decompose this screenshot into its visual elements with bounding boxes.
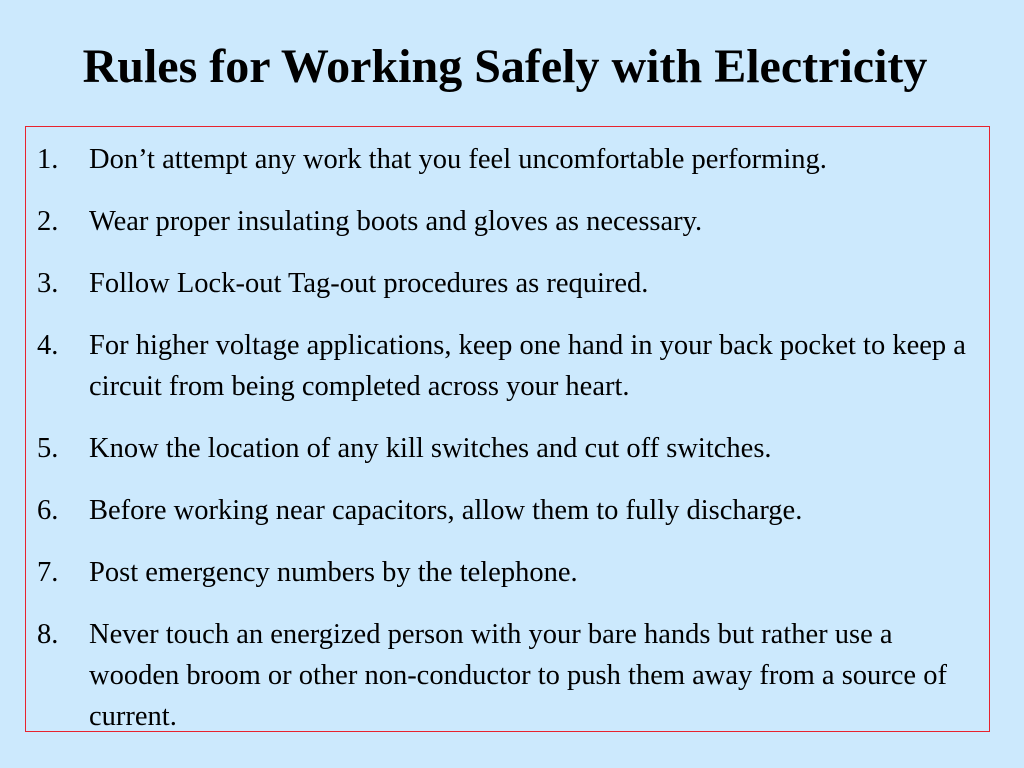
- rule-item: [37, 263, 987, 304]
- rule-number: 6.: [37, 495, 59, 526]
- rule-text: For higher voltage applications, keep one hand in your back pocket to keep a circuit from being completed across your heart.: [89, 330, 966, 402]
- rule-text: Don’t attempt any work that you feel uncomfortable performing.: [89, 144, 827, 175]
- rule-item: [37, 428, 987, 469]
- rule-number: 7.: [37, 557, 59, 588]
- rule-text: Follow Lock-out Tag-out procedures as required.: [89, 268, 649, 299]
- rule-item: [37, 201, 987, 242]
- rule-item: [37, 139, 987, 180]
- rule-item: [37, 614, 987, 737]
- rule-number: 5.: [37, 433, 59, 464]
- rule-text: Post emergency numbers by the telephone.: [89, 557, 578, 588]
- rule-text: Know the location of any kill switches and cut off switches.: [89, 433, 772, 464]
- rule-text: Wear proper insulating boots and gloves as necessary.: [89, 206, 703, 237]
- rules-list: [37, 139, 987, 737]
- slide-title: Rules for Working Safely with Electricity: [82, 40, 928, 93]
- rule-item: [37, 552, 987, 593]
- rule-item: [37, 325, 987, 407]
- rule-text: Never touch an energized person with your bare hands but rather use a wooden broom or other non-conductor to push them away from a source of current.: [89, 619, 947, 732]
- rule-number: 8.: [37, 619, 59, 650]
- rules-box: [25, 126, 990, 732]
- rule-item: [37, 490, 987, 531]
- rule-number: 2.: [37, 206, 59, 237]
- rule-number: 3.: [37, 268, 59, 299]
- rule-text: Before working near capacitors, allow them to fully discharge.: [89, 495, 803, 526]
- rule-number: 4.: [37, 330, 59, 361]
- rule-number: 1.: [37, 144, 59, 175]
